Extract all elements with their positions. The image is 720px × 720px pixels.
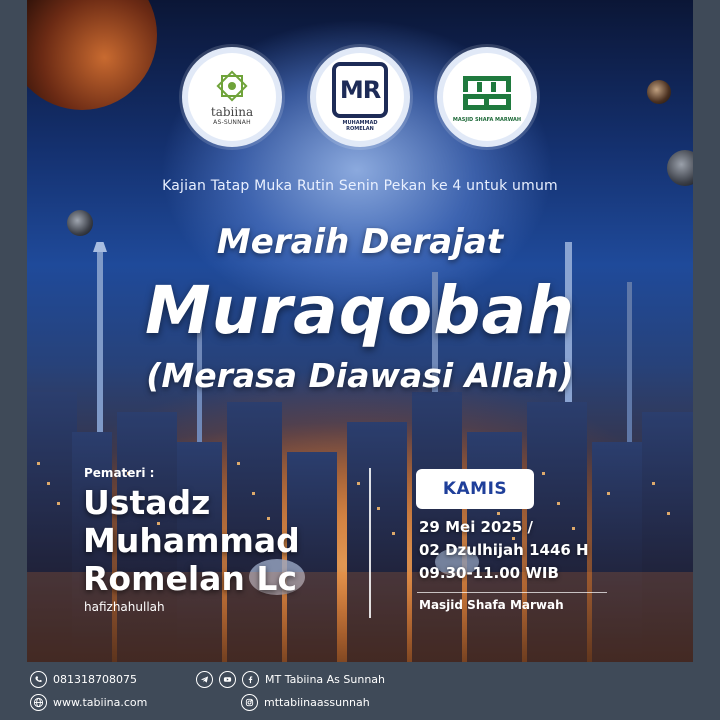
date-hijri: 02 Dzulhijah 1446 H — [419, 541, 589, 559]
mr-mark: MR — [332, 62, 388, 118]
event-title-main: Muraqobah — [144, 272, 576, 349]
facebook-icon[interactable] — [242, 671, 259, 688]
masjid-calligraphy-icon — [459, 72, 515, 114]
event-title-line1: Meraih Derajat — [216, 222, 504, 262]
event-title-line3: (Merasa Diawasi Allah) — [146, 356, 574, 395]
event-time: 09.30-11.00 WIB — [419, 564, 559, 582]
instagram-icon — [241, 694, 258, 711]
tabiina-logo-sub: AS-SUNNAH — [213, 118, 251, 126]
speaker-label: Pemateri : — [84, 466, 155, 480]
planet-decoration — [647, 80, 671, 104]
vertical-divider — [369, 468, 371, 618]
youtube-icon[interactable] — [219, 671, 236, 688]
globe-icon — [30, 694, 47, 711]
speaker-name-line3: Romelan Lc — [83, 559, 298, 598]
telegram-icon[interactable] — [196, 671, 213, 688]
mr-caption-line2: ROMELAN — [346, 126, 374, 132]
day-badge: KAMIS — [416, 469, 534, 509]
event-venue: Masjid Shafa Marwah — [419, 598, 564, 612]
instagram-handle: mttabiinaassunnah — [264, 696, 370, 709]
muhammad-romelan-logo — [310, 47, 410, 147]
schedule-details — [419, 516, 589, 585]
masjid-shafa-marwah-logo — [437, 47, 537, 147]
social-account-name: MT Tabiina As Sunnah — [265, 673, 386, 686]
date-gregorian: 29 Mei 2025 / — [419, 518, 534, 536]
speaker-name-line1: Ustadz — [83, 483, 211, 522]
venue-divider — [417, 592, 607, 593]
tabiina-logo — [182, 47, 282, 147]
mr-caption-line1: MUHAMMAD — [342, 120, 378, 126]
planet-decoration — [27, 0, 157, 110]
speaker-honorific: hafizhahullah — [84, 600, 165, 614]
footer-phone[interactable] — [30, 671, 137, 688]
speaker-name — [83, 484, 300, 598]
footer-instagram[interactable] — [241, 694, 370, 711]
speaker-name-line2: Muhammad — [83, 521, 300, 560]
tabiina-logo-name: tabiina — [210, 104, 254, 119]
footer-social-channels[interactable] — [196, 671, 385, 688]
tabiina-emblem-icon — [213, 69, 251, 103]
phone-number: 081318708075 — [53, 673, 137, 686]
website-url: www.tabiina.com — [53, 696, 148, 709]
whatsapp-icon — [30, 671, 47, 688]
event-subtitle: Kajian Tatap Muka Rutin Senin Pekan ke 4 untuk umum — [162, 178, 558, 194]
masjid-logo-caption: MASJID SHAFA MARWAH — [452, 116, 522, 123]
footer-website[interactable] — [30, 694, 147, 711]
event-poster — [27, 0, 693, 662]
